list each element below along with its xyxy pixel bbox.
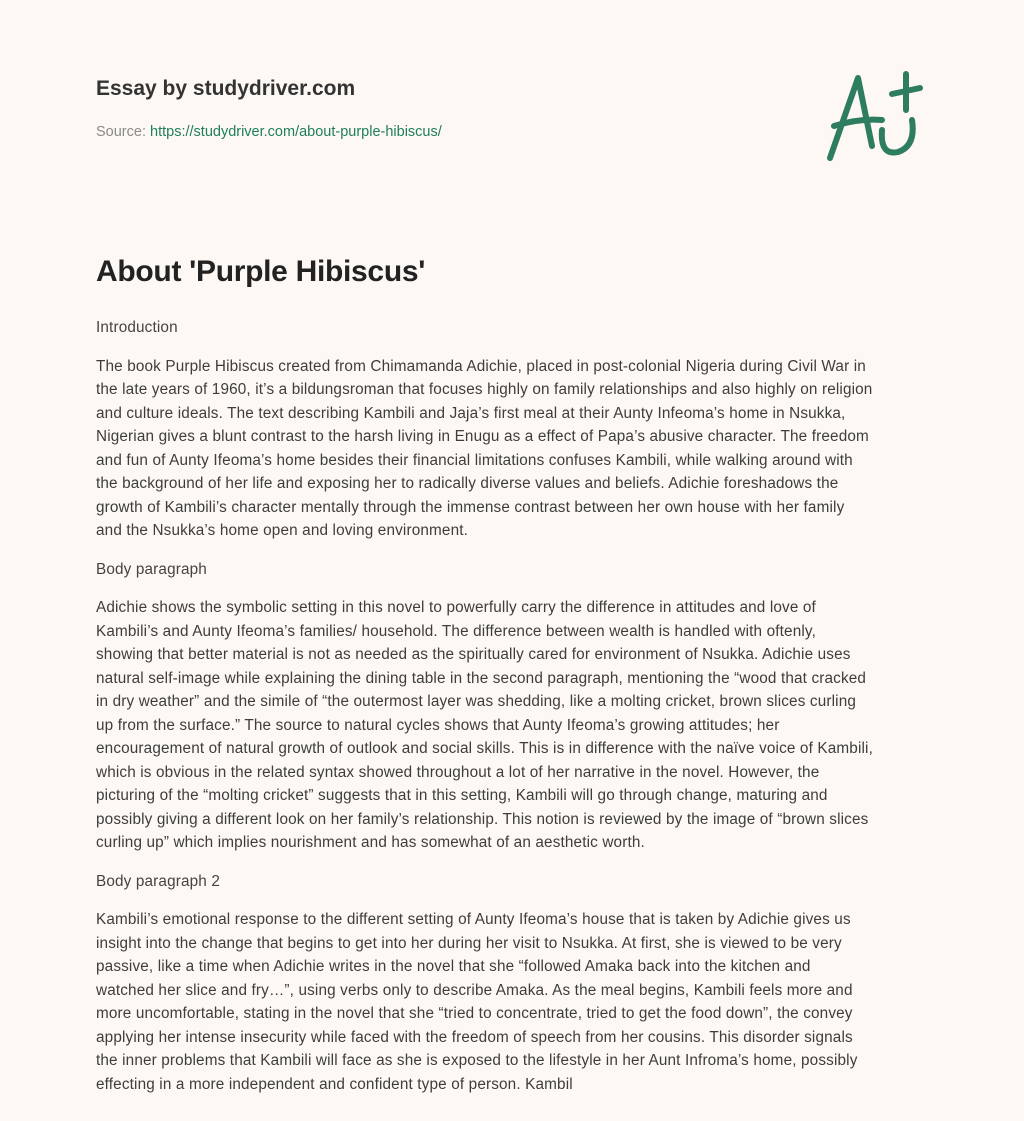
text-line: the inner problems that Kambili will face as she is exposed to the lifestyle in her Aunt Infroma’s home, possibly <box>96 1052 858 1069</box>
text-line: Kambili’s and Aunty Ifeoma’s families/ household. The difference between wealth is handled with oftenly, <box>96 622 816 640</box>
section-paragraph <box>96 596 936 855</box>
text-line: natural self-image while explaining the dining table in the second paragraph, mentioning the “wood that cracked <box>96 669 867 687</box>
text-line: in dry weather” and the simile of “the outermost layer was shedding, like a molting cricket, brown slices curling <box>96 693 857 710</box>
text-line: possibly giving a different look on her family’s relationship. This notion is reviewed by the image of “brown slices <box>96 810 869 828</box>
text-line: more uncomfortable, stating in the novel that she “tried to concentrate, tried to get the food down”, the convey <box>96 1005 853 1022</box>
a-plus-logo-icon <box>820 68 930 168</box>
essay-section <box>96 558 936 855</box>
text-line: insight into the change that begins to get into her during her visit to Nsukka. At first, she is viewed to be very <box>96 934 842 952</box>
text-line: showing that better material is not as needed as the spiritually cared for environment of Nsukka. Adichie uses <box>96 646 851 663</box>
site-title: Essay by studydriver.com <box>96 77 356 100</box>
section-heading: Introduction <box>96 319 178 336</box>
text-line: curling up” which implies nourishment and has somewhat of an aesthetic worth. <box>96 834 645 851</box>
section-paragraph <box>96 355 936 543</box>
text-line: Kambili’s emotional response to the different setting of Aunty Ifeoma’s house that is taken by Adichie gives us <box>96 911 851 928</box>
text-line: growth of Kambili’s character mentally through the immense contrast between her own house with her family <box>96 498 845 516</box>
source-label: Source: <box>96 124 146 140</box>
essay-body <box>96 316 936 1111</box>
text-line: encouragement of natural growth of outlook and social skills. This is in difference with the naïve voice of Kambili, <box>96 740 873 757</box>
text-line: The book Purple Hibiscus created from Chimamanda Adichie, placed in post-colonial Nigeria during Civil War in <box>96 357 866 375</box>
essay-title: About 'Purple Hibiscus' <box>96 255 426 288</box>
text-line: and the Nsukka’s home open and loving environment. <box>96 522 469 539</box>
text-line: which is obvious in the related syntax showed throughout a lot of her narrative in the novel. However, the <box>96 763 820 781</box>
essay-section <box>96 870 936 1097</box>
section-heading: Body paragraph 2 <box>96 872 221 890</box>
essay-section <box>96 316 936 543</box>
text-line: Adichie shows the symbolic setting in this novel to powerfully carry the difference in attitudes and love of <box>96 599 816 616</box>
source-line <box>96 124 442 140</box>
text-line: the late years of 1960, it’s a bildungsroman that focuses highly on family relationships and also highly on religion <box>96 381 873 398</box>
text-line: effecting in a more independent and confident type of person. Kambil <box>96 1075 573 1093</box>
text-line: picturing of the “molting cricket” suggests that in this setting, Kambili will go through change, maturing and <box>96 787 828 804</box>
text-line: watched her slice and fry…”, using verbs only to describe Amaka. As the meal begins, Kambili feels more and <box>96 981 853 999</box>
text-line: Nigerian gives a blunt contrast to the harsh living in Enugu as a effect of Papa’s abusive character. The freedom <box>96 428 869 445</box>
section-paragraph <box>96 908 936 1096</box>
text-line: and culture ideals. The text describing Kambili and Jaja’s first meal at their Aunty Infeoma’s home in Nsukka, <box>96 404 846 422</box>
section-heading: Body paragraph <box>96 560 207 578</box>
text-line: and fun of Aunty Ifeoma’s home besides their financial limitations confuses Kambili, while walking around with <box>96 451 853 469</box>
text-line: up from the surface.” The source to natural cycles shows that Aunty Ifeoma’s growing attitudes; her <box>96 716 780 734</box>
source-link[interactable]: https://studydriver.com/about-purple-hibiscus/ <box>150 124 442 140</box>
text-line: passive, like a time when Adichie writes in the novel that she “followed Amaka back into the kitchen and <box>96 958 811 975</box>
text-line: the background of her life and exposing her to radically diverse values and beliefs. Adichie foreshadows the <box>96 475 839 492</box>
text-line: applying her intense insecurity while faced with the freedom of speech from her cousins. This disorder signals <box>96 1028 853 1046</box>
